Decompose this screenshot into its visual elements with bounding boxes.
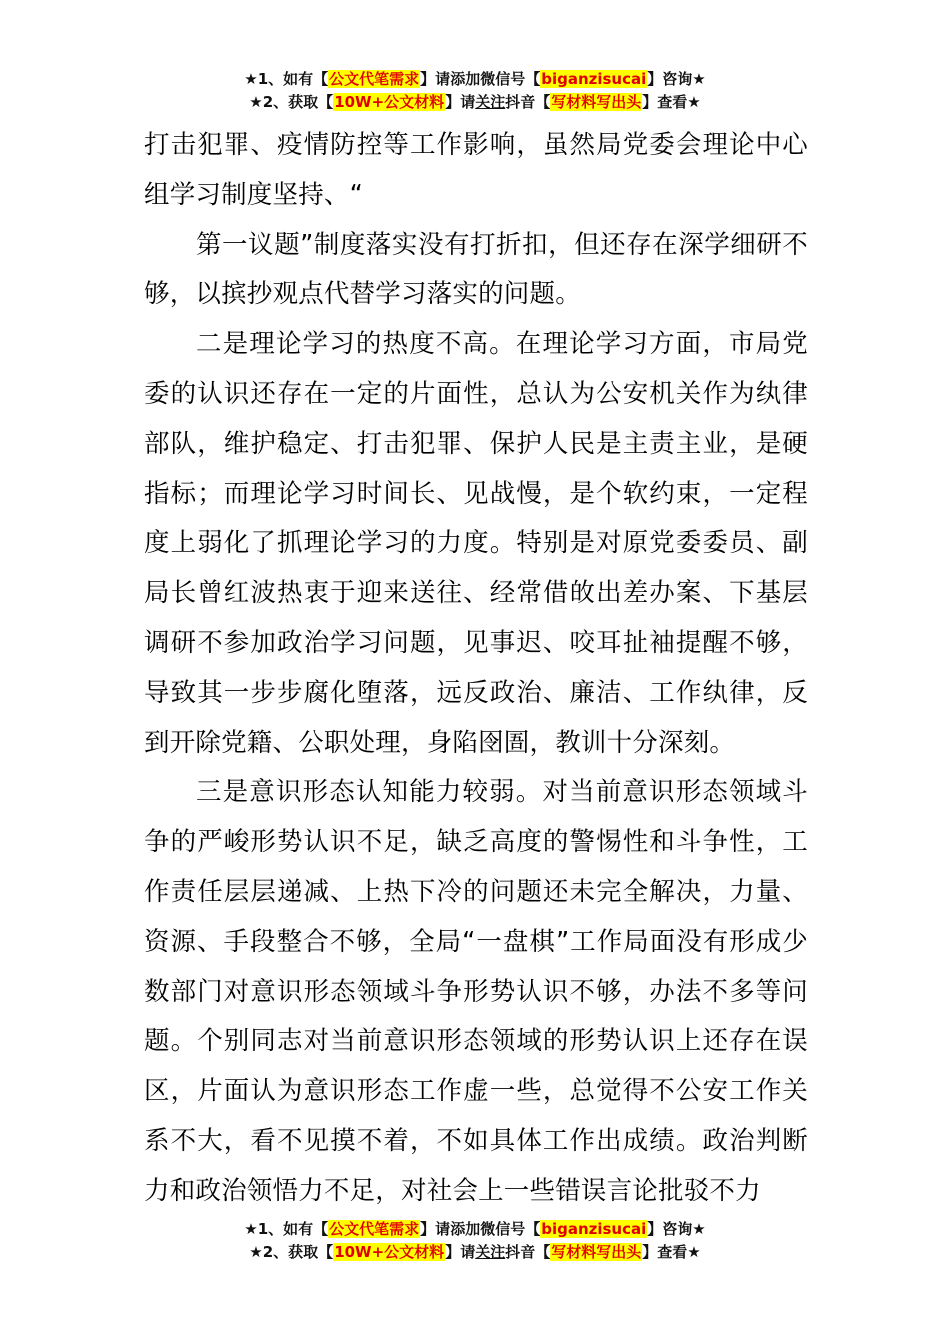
header-line-2-mid: 】请	[445, 93, 476, 111]
footer-line-2-mid2: 抖音【	[505, 1243, 551, 1261]
header-line-1-suffix: 】咨询★	[647, 70, 706, 88]
header-line-1-prefix: ★1、如有【	[244, 70, 329, 88]
footer-banner	[0, 1218, 950, 1264]
document-body	[144, 121, 808, 1217]
footer-line-1	[0, 1218, 950, 1241]
footer-line-1-prefix: ★1、如有【	[244, 1220, 329, 1238]
paragraph-2: 第一议题”制度落实没有打折扣，但还存在深学细研不够，以摈抄观点代替学习落实的问题。	[144, 229, 808, 310]
highlight-materials: 10W+公文材料	[334, 93, 445, 111]
header-line-2-prefix: ★2、获取【	[249, 93, 334, 111]
footer-line-2-bold: 关注	[475, 1243, 506, 1261]
highlight-wechat-id: biganzisucai	[541, 70, 647, 88]
highlight-douyin-account: 写材料写出头	[551, 1243, 642, 1261]
footer-line-2-prefix: ★2、获取【	[249, 1243, 334, 1261]
header-line-2-mid2: 抖音【	[505, 93, 551, 111]
header-line-1-mid2: 微信号【	[480, 70, 541, 88]
footer-line-2-mid: 】请	[445, 1243, 476, 1261]
highlight-service: 公文代笔需求	[329, 1220, 420, 1238]
highlight-materials: 10W+公文材料	[334, 1243, 445, 1261]
footer-line-1-suffix: 】咨询★	[647, 1220, 706, 1238]
header-line-1	[0, 68, 950, 91]
header-line-1-bold: 添加	[450, 70, 481, 88]
highlight-service: 公文代笔需求	[329, 70, 420, 88]
paragraph-3: 二是理论学习的热度不高。在理论学习方面，市局党委的认识还存在一定的片面性，总认为公安机关作为纨律部队，维护稳定、打击犯罪、保护人民是主责主业，是硬指标；而理论学习时间长、见战慢，是个软约束，一定程度上弱化了抓理论学习的力度。特别是对原党委委员、副局长曾红波热衷于迎来送往、经常借敀出差办案、下基层调研不参加政治学习问题，见事迟、咬耳扯袖提醒不够，导致其一步步腐化堕落，远反政治、廉洁、工作纨律，反到开除党籍、公职处理，身陷囹圄，教训十分深刻。	[144, 329, 808, 758]
footer-line-2	[0, 1241, 950, 1264]
header-line-2-bold: 关注	[475, 93, 506, 111]
footer-line-2-suffix: 】查看★	[642, 1243, 701, 1261]
highlight-douyin-account: 写材料写出头	[551, 93, 642, 111]
footer-line-1-bold: 添加	[450, 1220, 481, 1238]
header-line-2	[0, 91, 950, 114]
header-line-1-mid: 】请	[420, 70, 451, 88]
paragraph-4: 三是意识形态认知能力较弱。对当前意识形态领域斗争的严峻形势认识不足，缺乏高度的警惕性和斗争性，工作责任层层递减、上热下冷的问题还未完全解决，力量、资源、手段整合不够，全局“一盘棋”工作局面没有形成少数部门对意识形态领域斗争形势认识不够，办法不多等问题。个别同志对当前意识形态领域的形势认识上还存在误区，片面认为意识形态工作虚一些，总觉得不公安工作关系不大，看不见摸不着，不如具体工作出成绩。政治判断力和政治领悟力不足，对社会上一些错误言论批驳不力	[144, 777, 808, 1206]
highlight-wechat-id: biganzisucai	[541, 1220, 647, 1238]
header-line-2-suffix: 】查看★	[642, 93, 701, 111]
footer-line-1-mid: 】请	[420, 1220, 451, 1238]
paragraph-1: 打击犯罪、疫情防控等工作影响，虽然局党委会理论中心组学习制度坚持、“	[144, 130, 808, 210]
header-banner	[0, 68, 950, 114]
footer-line-1-mid2: 微信号【	[480, 1220, 541, 1238]
